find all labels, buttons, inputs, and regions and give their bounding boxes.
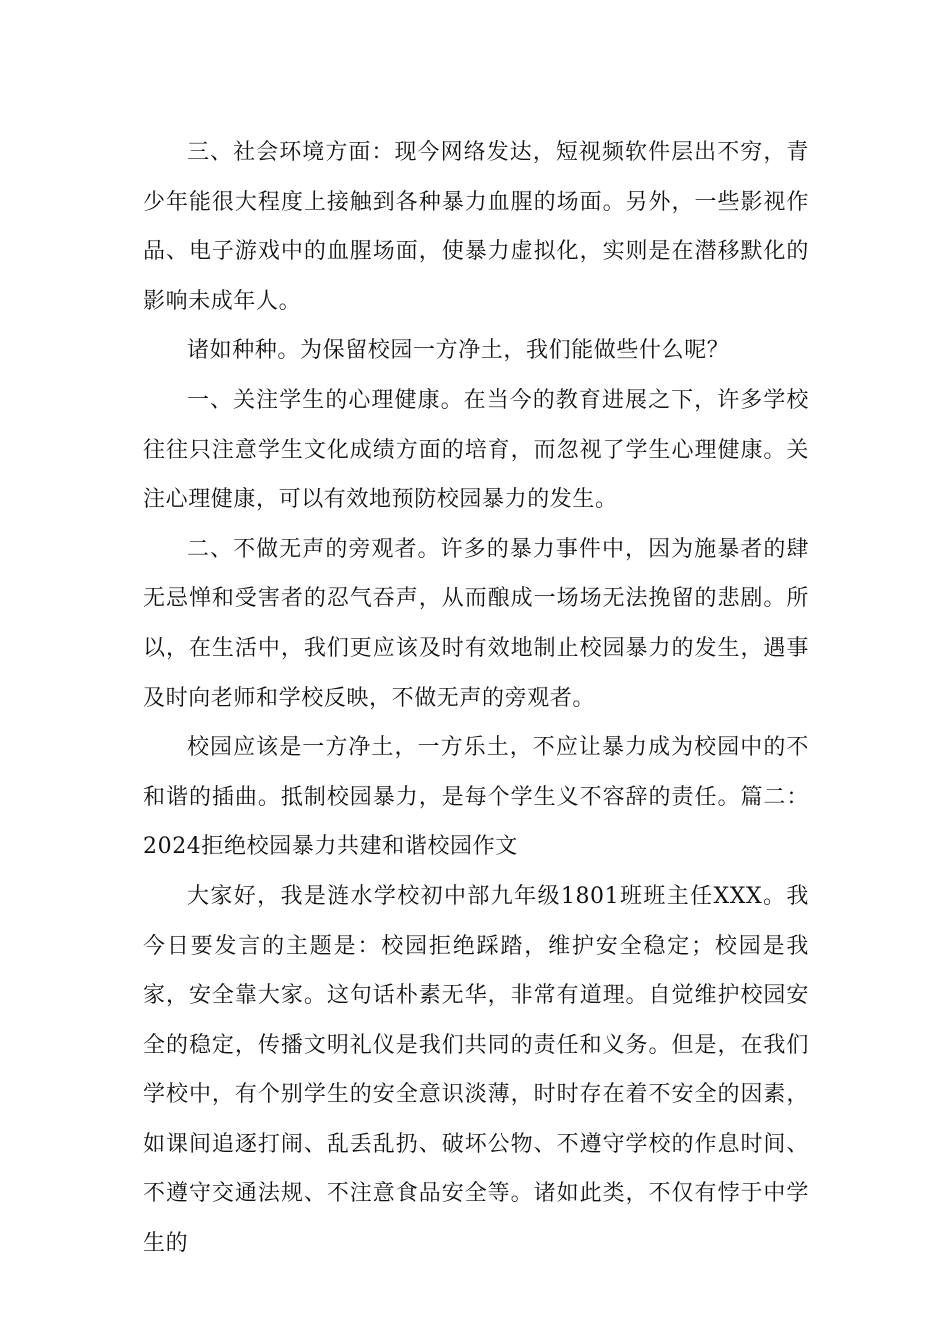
paragraph-question: 诸如种种。为保留校园一方净土，我们能做些什么呢？ (187, 338, 730, 364)
paragraph-campus-pure-land: 校园应该是一方净土，一方乐土，不应让暴力成为校园中的不和谐的插曲。抵制校园暴力，是每个学生义不容辞的责任。篇二：2024拒绝校园暴力共建和谐校园作文 (143, 735, 809, 860)
document-body (143, 128, 809, 1269)
paragraph-social-environment: 三、社会环境方面：现今网络发达，短视频软件层出不穷，青少年能很大程度上接触到各种暴力血腥的场面。另外，一些影视作品、电子游戏中的血腥场面，使暴力虚拟化，实则是在潜移默化的影响未成年人。 (143, 140, 809, 314)
paragraph-speech: 大家好，我是涟水学校初中部九年级1801班班主任XXX。我今日要发言的主题是：校园拒绝踩踏，维护安全稳定；校园是我家，安全靠大家。这句话朴素无华，非常有道理。自觉维护校园安全的稳定，传播文明礼仪是我们共同的责任和义务。但是，在我们学校中，有个别学生的安全意识淡薄，时时存在着不安全的因素，如课间追逐打闹、乱丢乱扔、破坏公物、不遵守学校的作息时间、不遵守交通法规、不注意食品安全等。诸如此类，不仅有悖于中学生的 (143, 883, 809, 1257)
paragraph-mental-health: 一、关注学生的心理健康。在当今的教育进展之下，许多学校往往只注意学生文化成绩方面的培育，而忽视了学生心理健康。关注心理健康，可以有效地预防校园暴力的发生。 (143, 387, 809, 513)
paragraph-bystander: 二、不做无声的旁观者。许多的暴力事件中，因为施暴者的肆无忌惮和受害者的忍气吞声，从而酿成一场场无法挽留的悲剧。所以，在生活中，我们更应该及时有效地制止校园暴力的发生，遇事及时向老师和学校反映，不做无声的旁观者。 (143, 536, 809, 711)
